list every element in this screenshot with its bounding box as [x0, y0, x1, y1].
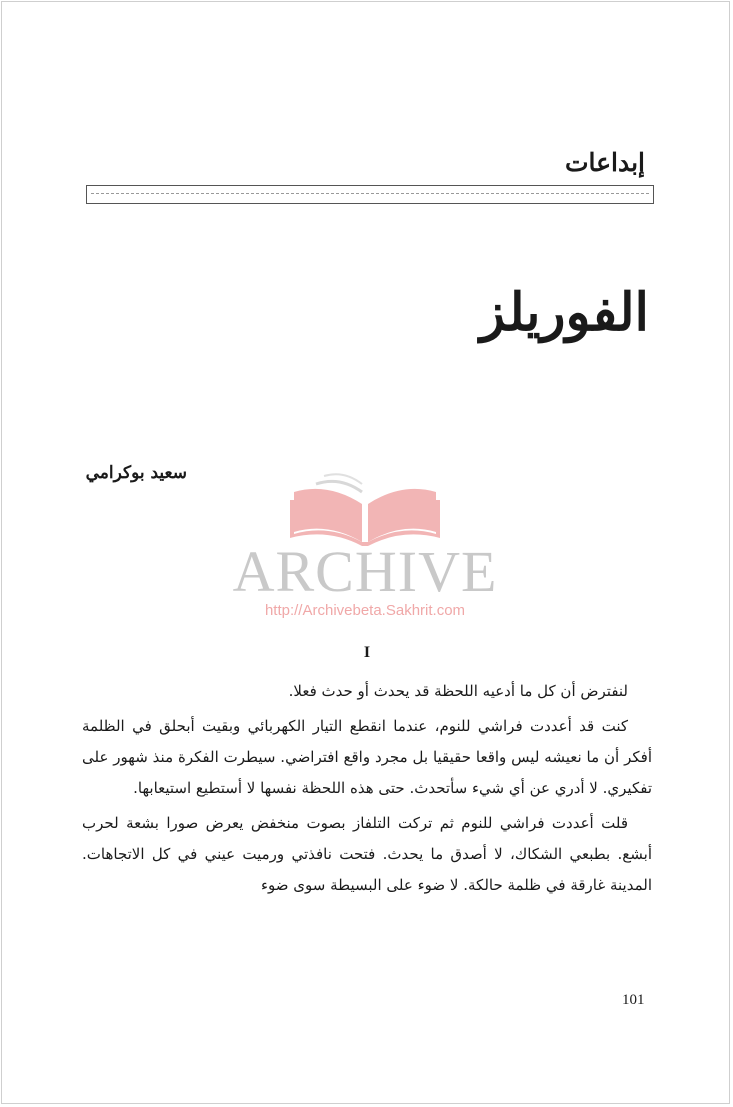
section-title-frame: [86, 185, 654, 204]
author-name: سعيد بوكرامي: [85, 463, 187, 483]
watermark-brand: ARCHIVE: [232, 539, 498, 604]
article-title: الفوريلز: [480, 282, 649, 343]
article-body: [82, 676, 652, 905]
page-number: 101: [622, 992, 645, 1008]
paragraph-1: لنفترض أن كل ما أدعيه اللحظة قد يحدث أو حدث فعلا.: [288, 682, 628, 700]
watermark-url: http://Archivebeta.Sakhrit.com: [264, 602, 466, 619]
paragraph-2: كنت قد أعددت فراشي للنوم، عندما انقطع التيار الكهربائي وبقيت أبحلق في الظلمة أفكر أن ما نعيشه ليس واقعا حقيقيا بل مجرد واقع افتراضي. سيطرت الفكرة منذ شهور على تفكيري. لا أدري عن أي شيء سأتحدث. حتى هذه اللحظة نفسها لا أستطيع استيعابها.: [82, 717, 652, 797]
section-title: إبداعات: [564, 148, 645, 177]
paragraph-3: قلت أعددت فراشي للنوم ثم تركت التلفاز بصوت منخفض يعرض صورا بشعة لحرب أبشع. بطبعي الشكاك، لا أصدق ما يحدث. فتحت نافذتي ورميت عيني في كل الاتجاهات. المدينة غارقة في ظلمة حالكة. لا ضوء على البسيطة سوى ضوء: [82, 814, 652, 894]
archive-watermark: [220, 470, 510, 630]
section-numeral: I: [363, 644, 371, 661]
